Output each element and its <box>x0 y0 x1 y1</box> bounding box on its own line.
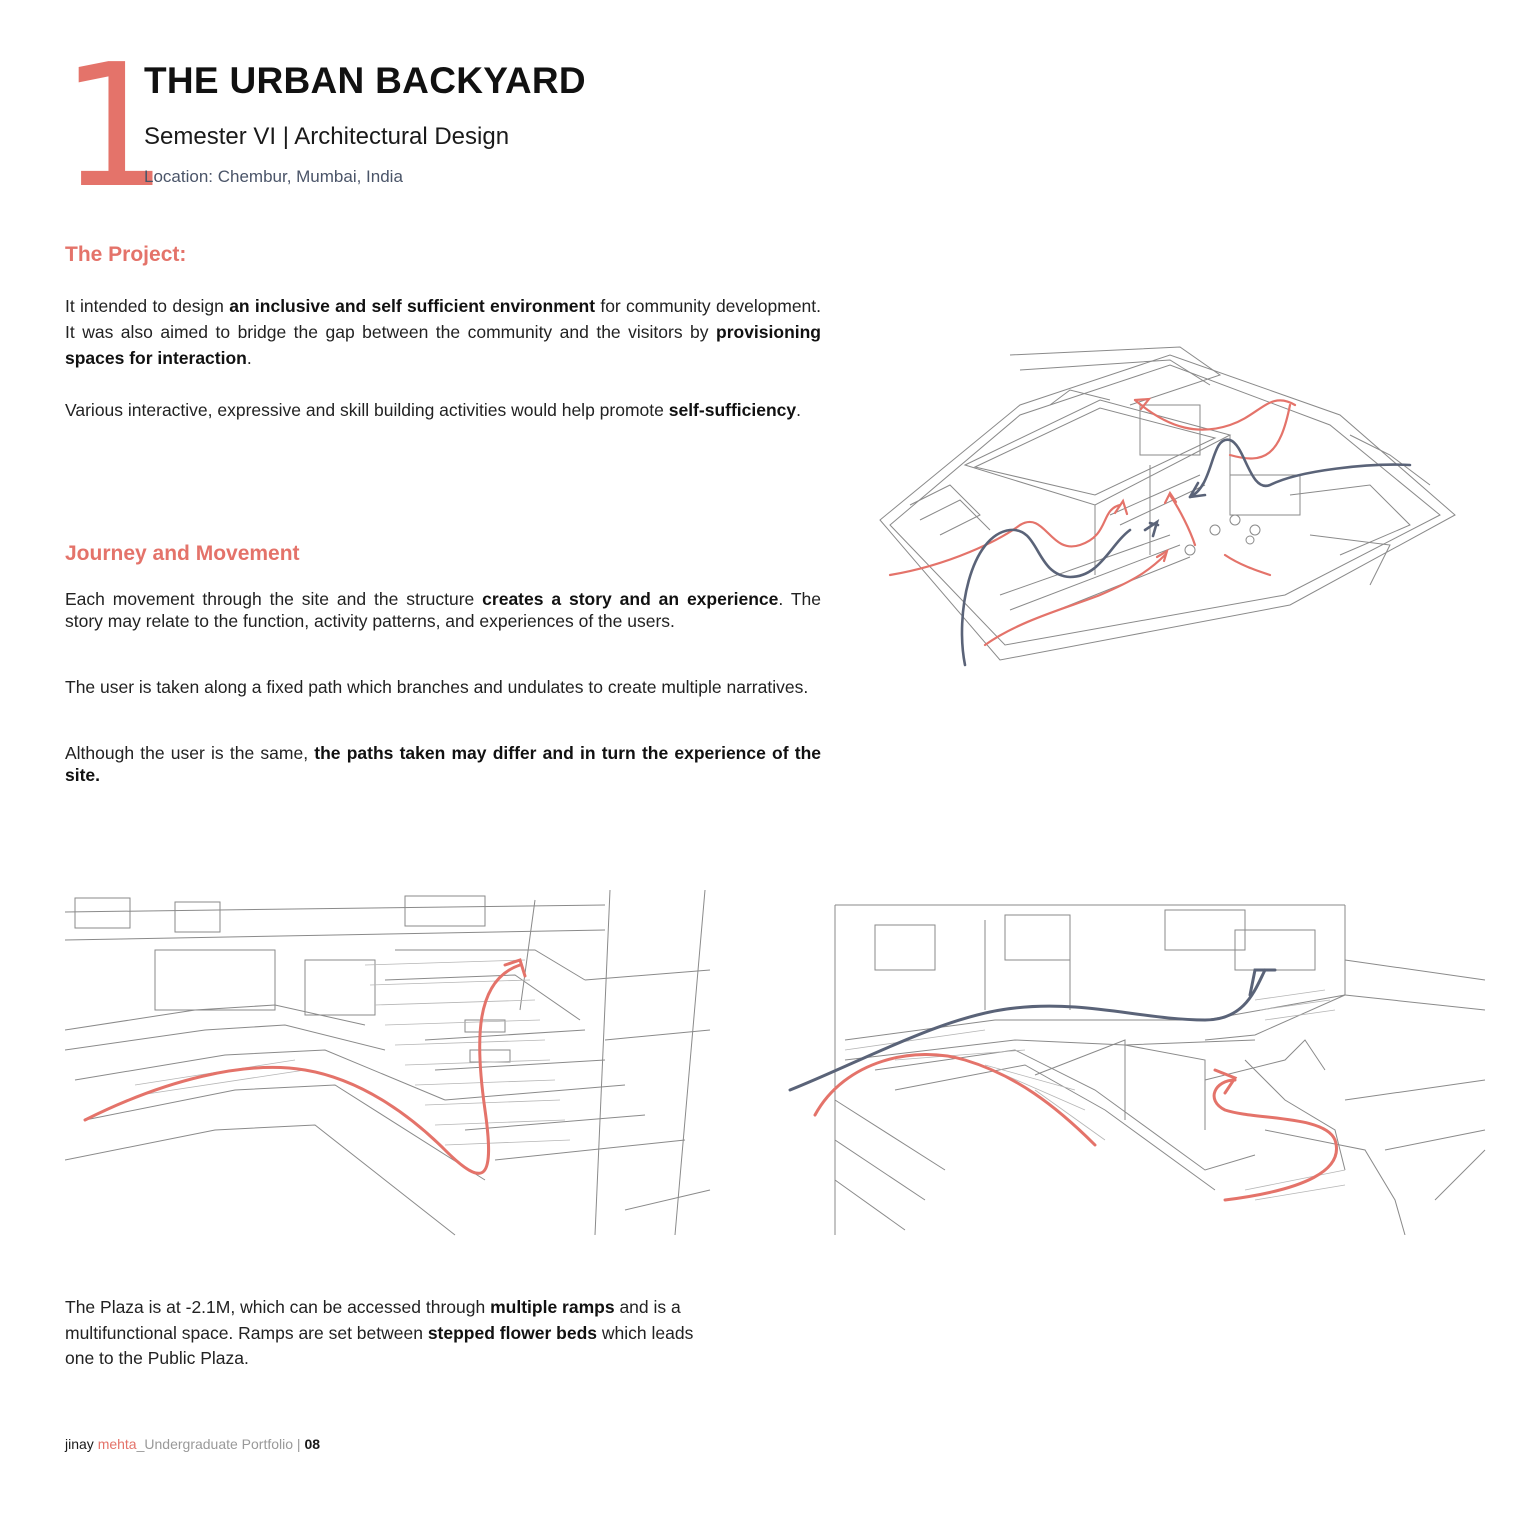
journey-paragraph-1: Each movement through the site and the structure creates a story and an experience. The story may relate to the function, activity patterns, and experiences of the users. <box>65 589 821 631</box>
journey-paragraph-2: The user is taken along a fixed path which branches and undulates to create multiple narratives. <box>65 677 809 697</box>
journey-heading: Journey and Movement <box>65 542 300 565</box>
page-number: 08 <box>304 1436 321 1452</box>
project-heading: The Project: <box>65 243 187 266</box>
project-number: 1 <box>60 28 169 226</box>
page-subtitle: Semester VI | Architectural Design <box>144 123 510 150</box>
page-title: THE URBAN BACKYARD <box>144 60 586 101</box>
location-label: Location: Chembur, Mumbai, India <box>144 167 403 186</box>
footer <box>65 1436 320 1452</box>
axonometric-sketch <box>870 345 1460 675</box>
project-paragraph-2: Various interactive, expressive and skill building activities would help promote self-sufficiency. <box>65 400 802 420</box>
ramp-perspective-sketch <box>785 900 1490 1235</box>
project-paragraph-1: It intended to design an inclusive and self sufficient environment for community development. It was also aimed to bridge the gap between the community and the visitors by provisioning spaces for interaction. <box>65 296 822 368</box>
plaza-perspective-sketch <box>65 890 715 1240</box>
plaza-paragraph: The Plaza is at -2.1M, which can be accessed through multiple ramps and is a multifunctional space. Ramps are set between stepped flower beds which leads one to the Public Plaza. <box>65 1297 694 1368</box>
footer-portfolio-label: _Undergraduate Portfolio | <box>136 1436 305 1452</box>
footer-last-name: mehta <box>97 1436 137 1452</box>
journey-paragraph-3: Although the user is the same, the paths taken may differ and in turn the experience of the site. <box>65 743 821 785</box>
footer-first-name: jinay <box>65 1436 98 1452</box>
